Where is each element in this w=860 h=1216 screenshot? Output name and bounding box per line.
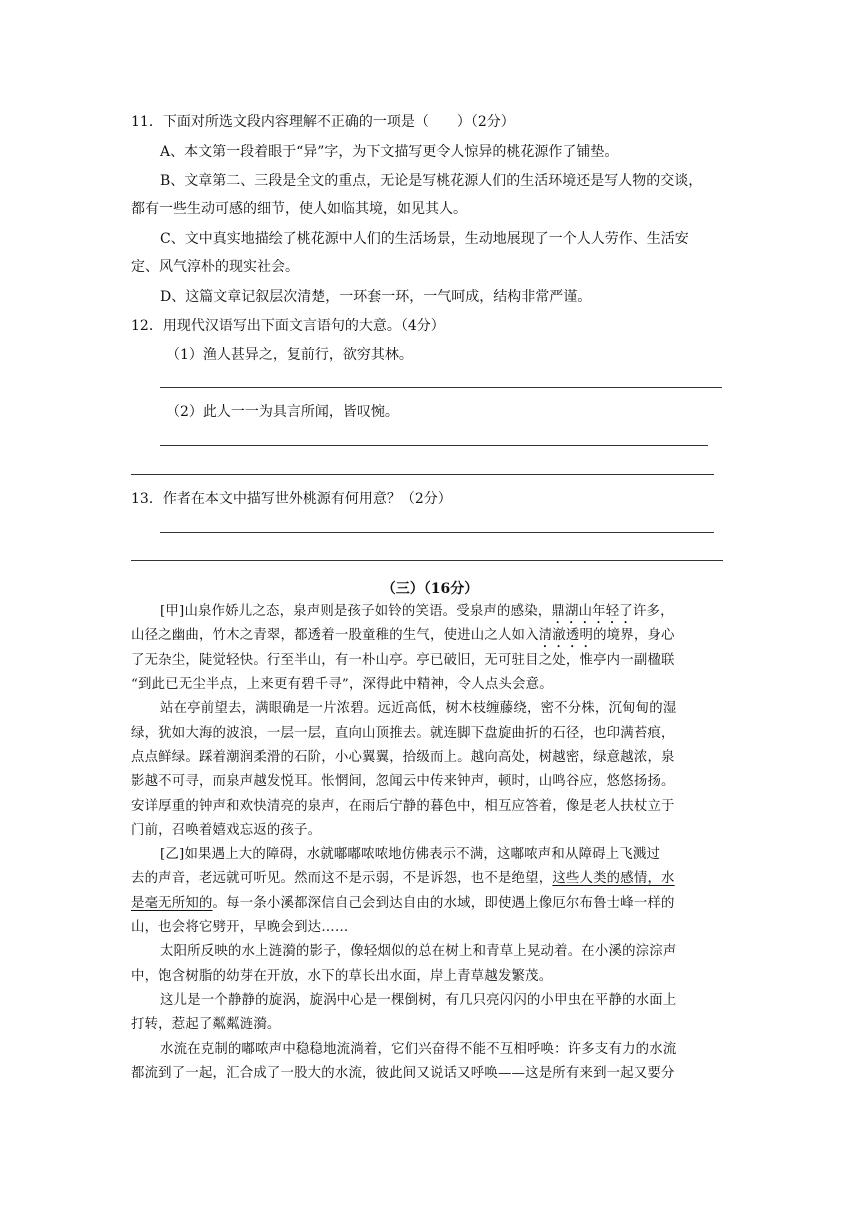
passage-line: 门前，召唤着嬉戏忘返的孩子。	[131, 823, 322, 838]
q11-option-c-line1: C、文中真实地描绘了桃花源中人们的生活场景，生动地展现了一个人人劳作、生活安	[160, 231, 689, 247]
passage-line: 绿，犹如大海的波浪，一层一层，直向山顶推去。就连脚下盘旋曲折的石径，也印满苔痕，	[131, 726, 675, 741]
passage-jia-line2: 山径之幽曲，竹木之青翠，都透着一股童稚的生气，使进山之人如入清澈透明的境界，身心	[131, 628, 675, 643]
answer-line[interactable]	[131, 474, 714, 475]
passage-line: 太阳所反映的水上涟漪的影子，像轻烟似的总在树上和青草上晃动着。在小溪的淙淙声	[160, 944, 677, 959]
question-12: 12．用现代汉语写出下面文言语句的大意。（4分）	[131, 318, 445, 334]
passage-line: 这儿是一个静静的旋涡，旋涡中心是一棵倒树，有几只亮闪闪的小甲虫在平静的水面上	[160, 993, 677, 1008]
question-11: 11．下面对所选文段内容理解不正确的一项是（ ）（2分）	[131, 114, 515, 130]
q11-option-b-line2: 都有一些生动可感的细节，使人如临其境，如见其人。	[131, 201, 467, 217]
answer-line[interactable]	[160, 445, 708, 446]
answer-line[interactable]	[160, 387, 722, 388]
passage-line: 安详厚重的钟声和欢快清亮的泉声，在雨后宁静的暮色中，相互应答着，像是老人扶杖立于	[131, 799, 675, 814]
passage-line: 山，也会将它劈开，早晚会到达……	[131, 920, 349, 935]
passage-line: 都流到了一起，汇合成了一股大的水流，彼此间又说话又呼唤——这是所有来到一起又要分	[131, 1066, 675, 1081]
passage-line: 中，饱含树脂的幼芽在开放，水下的草长出水面，岸上青草越发繁茂。	[131, 969, 553, 984]
passage-line: 水流在克制的嘟哝声中稳稳地流淌着，它们兴奋得不能不互相呼唤：许多支有力的水流	[160, 1042, 677, 1057]
passage-line: 是毫无所知的。每一条小溪都深信自己会到达自由的水域，即使遇上像厄尔布鲁士峰一样的	[131, 896, 675, 911]
passage-line: 去的声音，老远就可听见。然而这不是示弱，不是诉怨，也不是绝望，这些人类的感情，水	[131, 871, 675, 886]
q12-sentence-1: （1）渔人甚异之，复前行，欲穷其林。	[166, 347, 413, 363]
q11-option-d: D、这篇文章记叙层次清楚，一环套一环，一气呵成，结构非常严谨。	[160, 289, 592, 305]
q11-option-b-line1: B、文章第二、三段是全文的重点，无论是写桃花源人们的生活环境还是写人物的交谈，	[160, 173, 703, 189]
section-heading: （三）（16分）	[381, 581, 479, 597]
passage-line: 了无杂尘，陡觉轻快。行至半山，有一朴山亭。亭已破旧，无可驻目之处，惟亭内一副楹联	[131, 653, 675, 668]
passage-line: 点点鲜绿。踩着潮润柔滑的石阶，小心翼翼，拾级而上。越向高处，树越密，绿意越浓，泉	[131, 750, 675, 765]
passage-yi-line1: [乙]如果遇上大的障碍，水就嘟嘟哝哝地仿佛表示不满，这嘟哝声和从障碍上飞溅过	[160, 847, 661, 862]
passage-jia-line1: [甲]山泉作娇儿之态，泉声则是孩子如铃的笑语。受泉声的感染，鼎湖山年轻了许多，	[160, 604, 674, 619]
passage-line: 站在亭前望去，满眼确是一片浓碧。远近高低，树木枝缠藤绕，密不分株，沉甸甸的湿	[160, 701, 677, 716]
q11-option-a: A、本文第一段着眼于“异”字，为下文描写更令人惊异的桃花源作了铺垫。	[160, 144, 619, 160]
q11-option-c-line2: 定、风气淳朴的现实社会。	[131, 259, 299, 275]
q12-sentence-2: （2）此人一一为具言所闻，皆叹惋。	[166, 404, 399, 420]
passage-line: “到此已无尘半点，上来更有碧千寻”，深得此中精神，令人点头会意。	[131, 677, 553, 692]
passage-line: 影越不可寻，而泉声越发悦耳。怅惘间，忽闻云中传来钟声，顿时，山鸣谷应，悠悠扬扬。	[131, 774, 675, 789]
question-13: 13．作者在本文中描写世外桃源有何用意？（2分）	[131, 491, 452, 507]
passage-line: 打转，惹起了粼粼涟漪。	[131, 1017, 281, 1032]
answer-line[interactable]	[131, 560, 723, 561]
answer-line[interactable]	[160, 532, 714, 533]
